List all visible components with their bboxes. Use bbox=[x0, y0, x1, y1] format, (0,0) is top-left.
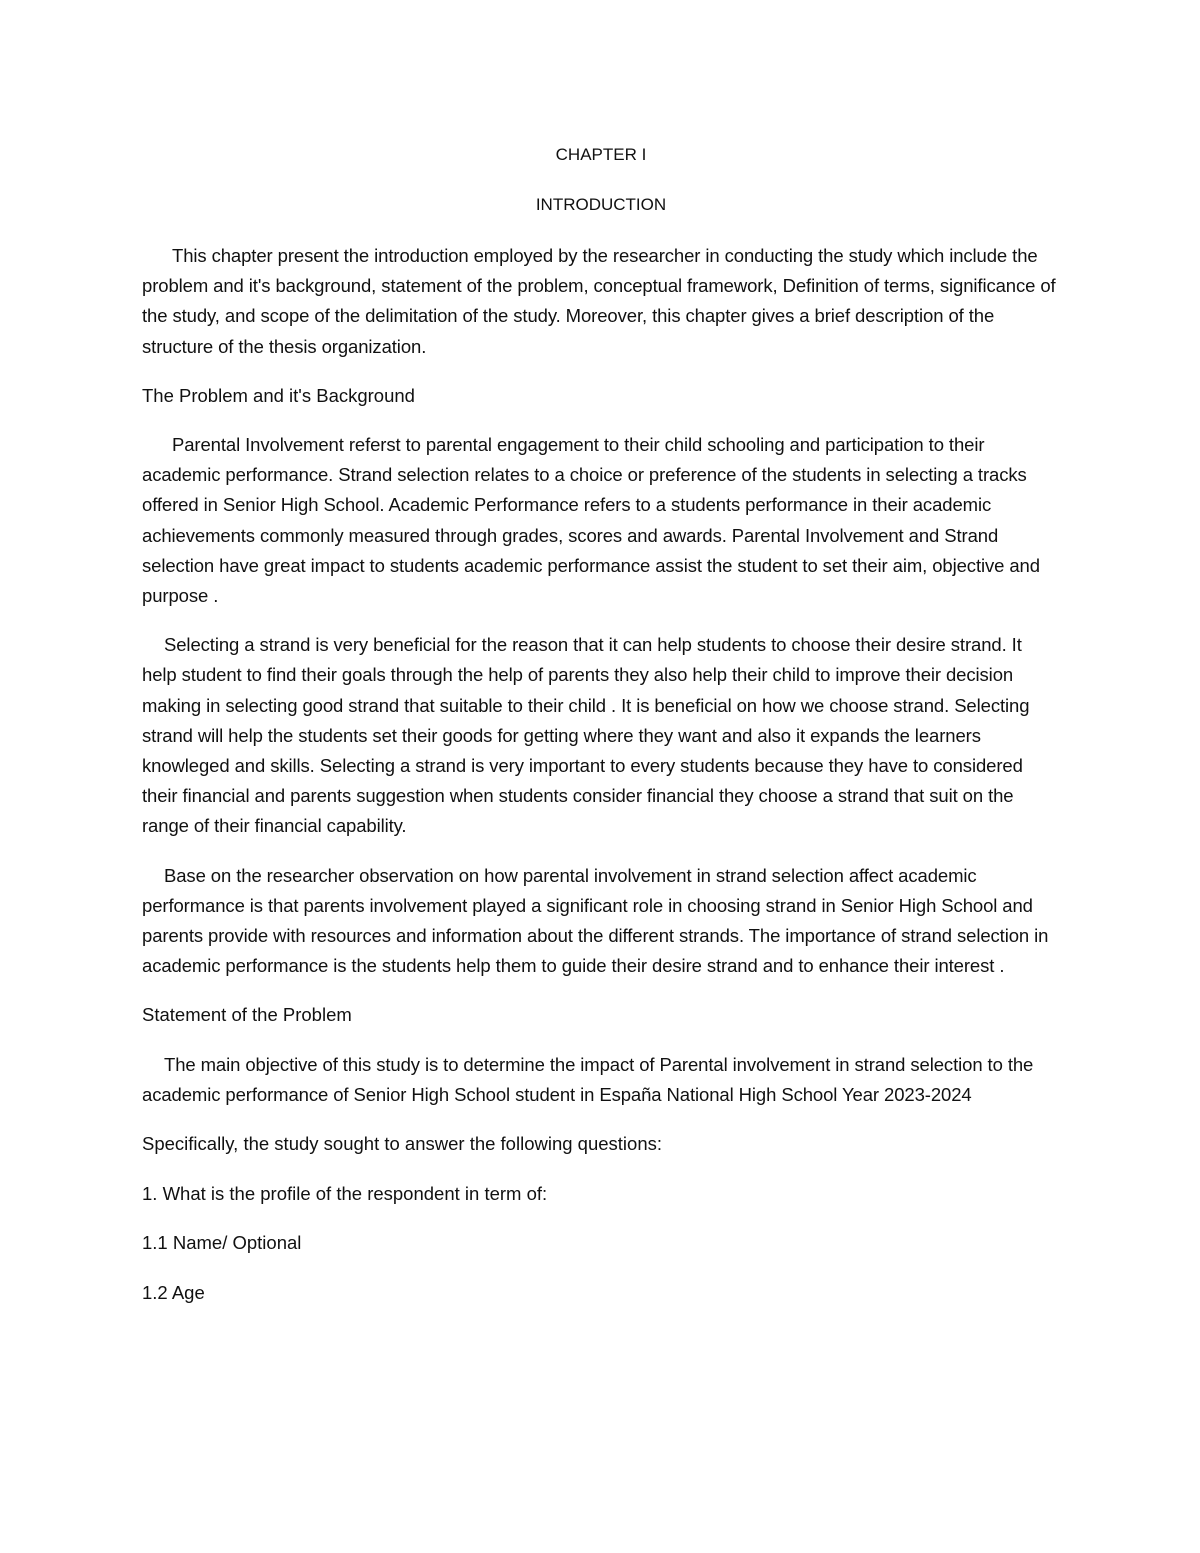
question-1-2: 1.2 Age bbox=[142, 1282, 205, 1304]
background-paragraph-2: Selecting a strand is very beneficial for the reason that it can help students to choose their desire strand. It help student to find their goals through the help of parents they also help their child to improve their decision making in selecting good strand that suitable to their child . It is beneficial on how we choose strand. Selecting strand will help the students set their goods for getting where they want and also it expands the learners knowleged and skills. Selecting a strand is very important to every students because they have to considered their financial and parents suggestion when students consider financial they choose a strand that suit on the range of their financial capability. bbox=[142, 634, 1030, 837]
question-1: 1. What is the profile of the respondent in term of: bbox=[142, 1182, 548, 1204]
question-1-1: 1.1 Name/ Optional bbox=[142, 1232, 302, 1254]
statement-paragraph: The main objective of this study is to determine the impact of Parental involvement in strand selection to the academic performance of Senior High School student in España National High School Year 2023-2024 bbox=[142, 1053, 1034, 1105]
background-paragraph-3: Base on the researcher observation on how parental involvement in strand selection affect academic performance is that parents involvement played a significant role in choosing strand in Senior High School and parents provide with resources and information about the different strands. The importance of strand selection in academic performance is the students help them to guide their desire strand and to enhance their interest . bbox=[142, 864, 1049, 977]
questions-lead: Specifically, the study sought to answer the following questions: bbox=[142, 1133, 663, 1155]
statement-heading: Statement of the Problem bbox=[142, 1004, 352, 1026]
background-paragraph-1: Parental Involvement referst to parental engagement to their child schooling and participation to their academic performance. Strand selection relates to a choice or preference of the students in selecting a tracks offered in Senior High School. Academic Performance refers to a students performance in their academic achievements commonly measured through grades, scores and awards. Parental Involvement and Strand selection have great impact to students academic performance assist the student to set their aim, objective and purpose . bbox=[142, 434, 1040, 607]
background-heading: The Problem and it's Background bbox=[142, 384, 415, 406]
intro-paragraph: This chapter present the introduction employed by the researcher in conducting the study which include the problem and it's background, statement of the problem, conceptual framework, Definition of terms, significance of the study, and scope of the delimitation of the study. Moreover, this chapter gives a brief description of the structure of the thesis organization. bbox=[142, 245, 1056, 357]
chapter-title: INTRODUCTION bbox=[535, 195, 667, 214]
chapter-number: CHAPTER I bbox=[555, 145, 647, 164]
